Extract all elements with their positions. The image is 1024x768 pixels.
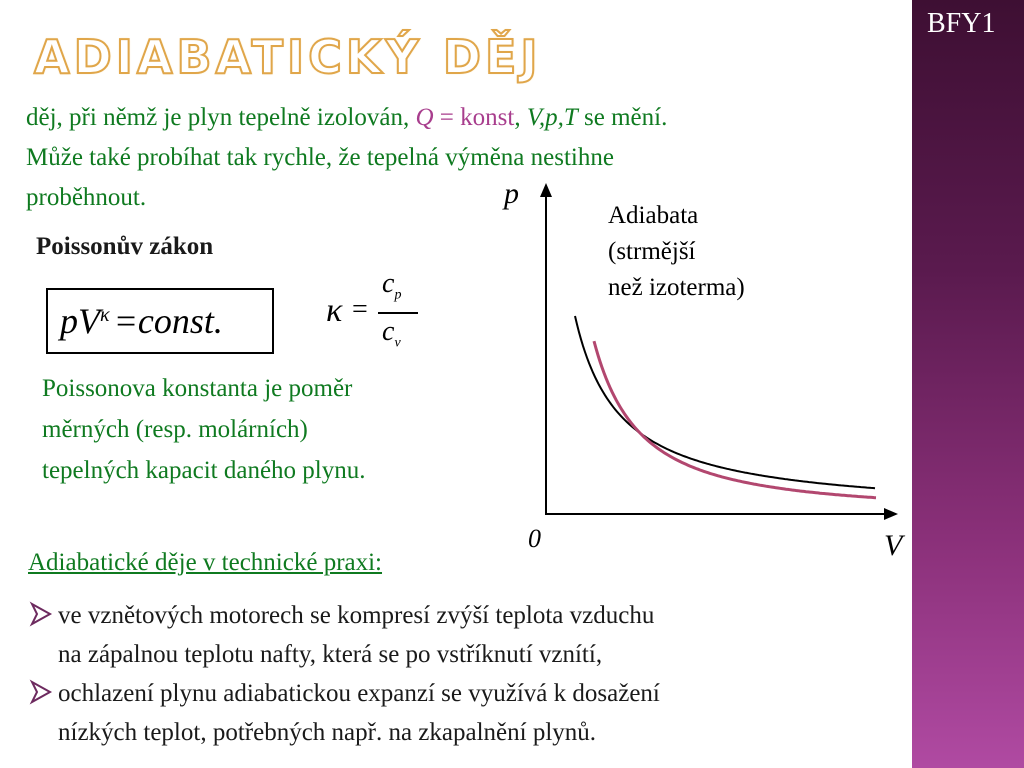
intro-vars: V,p,T xyxy=(526,104,578,131)
origin-label: 0 xyxy=(528,524,541,553)
poisson-heading: Poissonův zákon xyxy=(36,233,214,260)
y-axis-label: p xyxy=(504,177,519,210)
adiabata-label-line-2: (strmější xyxy=(608,238,696,265)
intro-text-2: se mění. xyxy=(577,104,668,131)
formula-pv: pV xyxy=(60,301,100,341)
poisson-description xyxy=(42,368,512,491)
kappa-denominator: $c_v$ xyxy=(382,316,401,351)
kappa-symbol: κ xyxy=(326,292,343,329)
slide-title: ADIABATICKÝ DĚJ xyxy=(34,30,542,84)
intro-q: Q xyxy=(415,104,434,131)
isotherm-curve xyxy=(575,316,875,488)
fraction-bar xyxy=(378,312,418,314)
x-axis-arrow-icon xyxy=(884,508,898,520)
poisson-desc-line-3: tepelných kapacit daného plynu. xyxy=(42,457,366,484)
list-item xyxy=(28,596,918,674)
intro-konst: konst xyxy=(460,104,515,131)
list-item-line-2: na zápalnou teplotu nafty, která se po vstříknutí vznítí, xyxy=(58,641,603,668)
list-item-line-1: ochlazení plynu adiabatickou expanzí se využívá k dosažení xyxy=(58,680,660,707)
x-axis-label: V xyxy=(884,529,903,562)
list-item xyxy=(28,674,918,752)
kappa-equals: = xyxy=(352,294,368,325)
poisson-desc-line-1: Poissonova konstanta je poměr xyxy=(42,375,353,402)
list-item-line-2: nízkých teplot, potřebných např. na zkapalnění plynů. xyxy=(58,719,597,746)
formula-const: =const. xyxy=(113,301,223,341)
poisson-formula-box xyxy=(46,288,274,354)
y-axis-arrow-icon xyxy=(540,183,552,197)
arrow-bullet-icon xyxy=(28,678,54,706)
course-tag: BFY1 xyxy=(927,8,996,39)
intro-comma: , xyxy=(514,104,527,131)
intro-eq: = xyxy=(433,104,461,131)
intro-line-2: Může také probíhat tak rychle, že tepelná výměna nestihne xyxy=(26,144,614,171)
poisson-desc-line-2: měrných (resp. molárních) xyxy=(42,416,308,443)
formula-exponent: κ xyxy=(100,303,110,326)
side-band xyxy=(912,0,1024,768)
adiabat-curve xyxy=(594,341,876,498)
praxis-list xyxy=(28,596,918,752)
arrow-bullet-icon xyxy=(28,600,54,628)
intro-text-1: děj, při němž je plyn tepelně izolován, xyxy=(26,104,416,131)
list-item-line-1: ve vznětových motorech se kompresí zvýší teplota vzduchu xyxy=(58,602,655,629)
kappa-formula xyxy=(326,270,436,360)
kappa-numerator: $c_p$ xyxy=(382,268,402,303)
adiabata-label-line-3: než izoterma) xyxy=(608,274,745,301)
intro-line-3: proběhnout. xyxy=(26,184,147,211)
adiabata-label xyxy=(608,198,808,306)
adiabata-label-line-1: Adiabata xyxy=(608,202,699,229)
praxis-heading: Adiabatické děje v technické praxi: xyxy=(28,549,383,576)
